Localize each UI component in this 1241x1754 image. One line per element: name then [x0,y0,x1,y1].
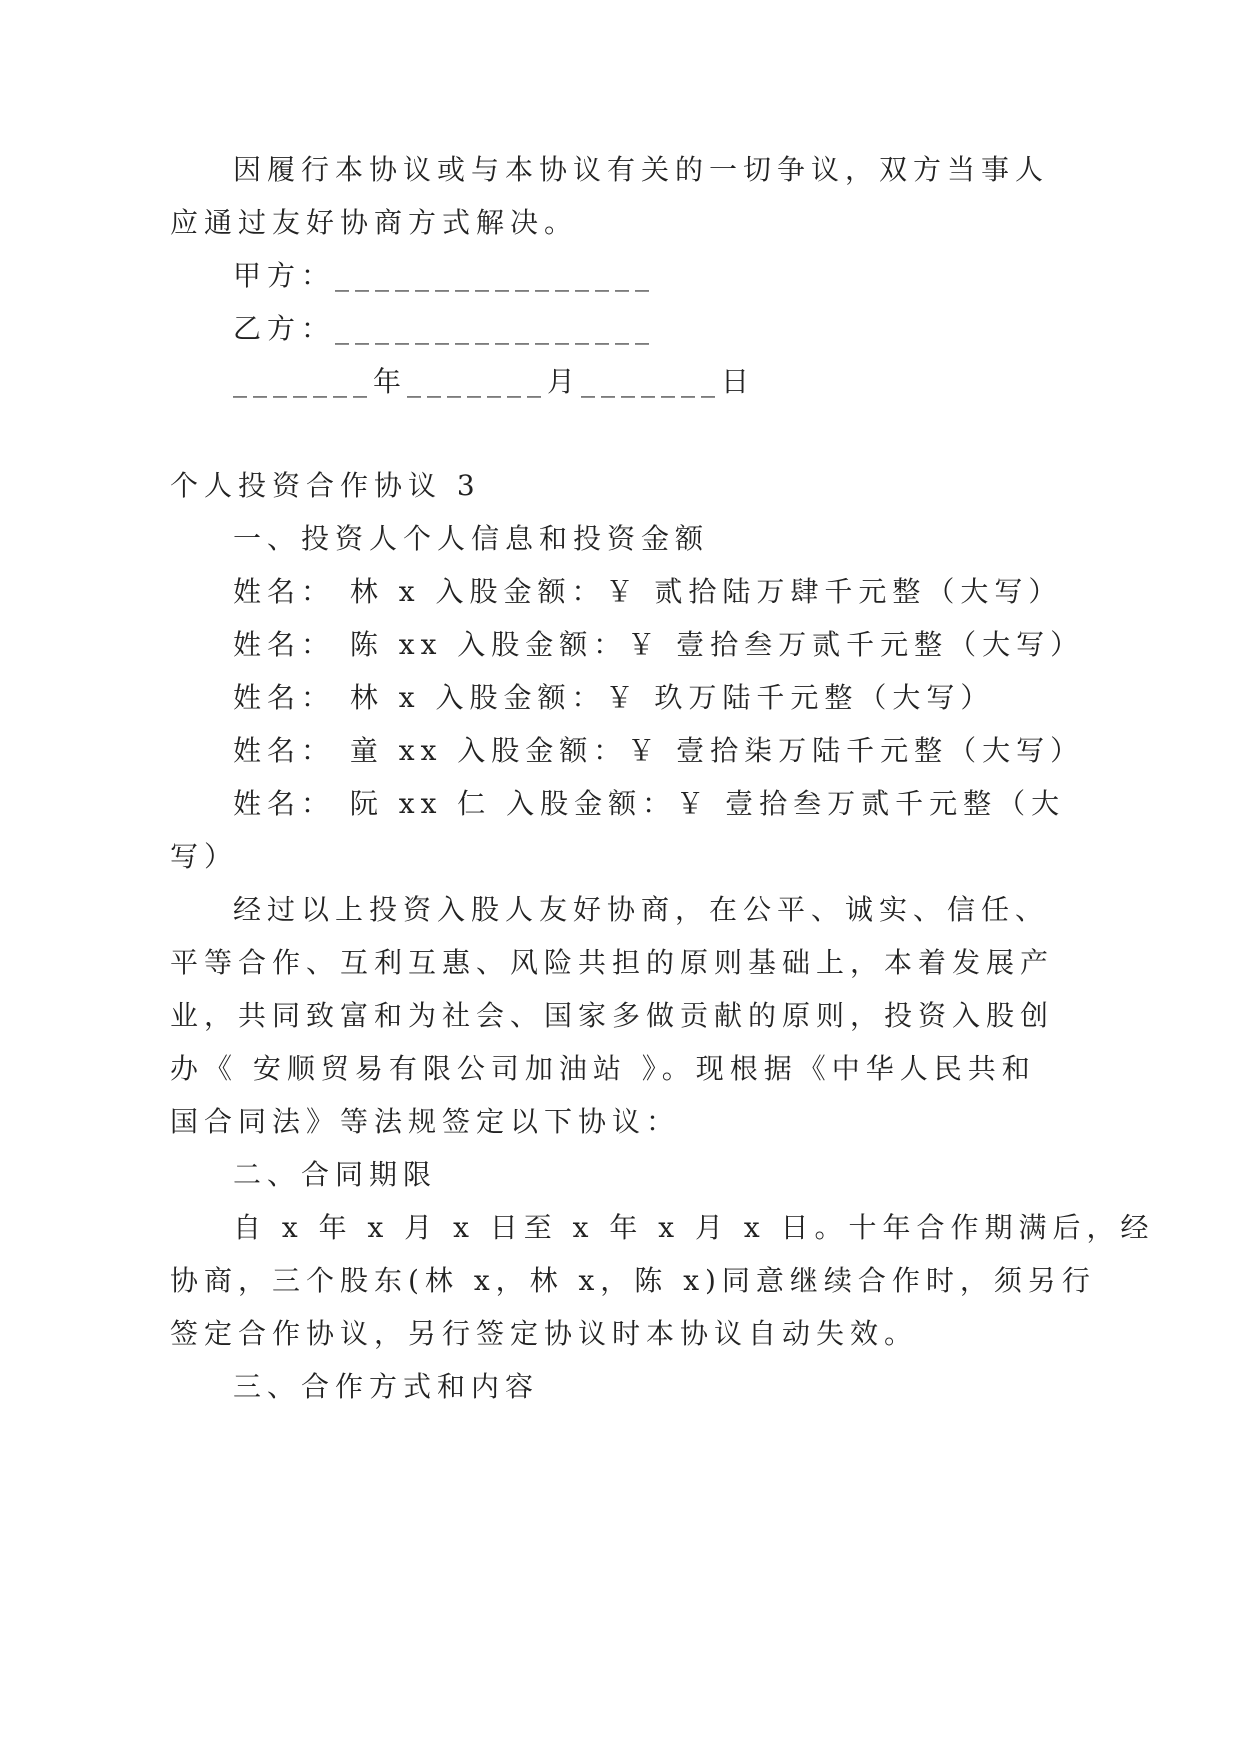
closing-paragraph-line-2: 应通过友好协商方式解决。 [170,206,579,239]
agreement-paragraph-line-2: 平等合作、互利互惠、风险共担的原则基础上，本着发展产 [170,946,1055,979]
investor-line-3: 姓名： 林 x 入股金额：￥ 玖万陆千元整（大写） [233,681,995,714]
investor-line-2: 姓名： 陈 xx 入股金额：￥ 壹拾叁万贰千元整（大写） [233,628,1085,661]
term-paragraph-line-2: 协商，三个股东(林 x，林 x，陈 x)同意继续合作时，须另行 [170,1264,1096,1297]
agreement-paragraph-line-5: 国合同法》等法规签定以下协议： [170,1105,681,1138]
term-paragraph-line-3: 签定合作协议，另行签定协议时本协议自动失效。 [170,1317,919,1350]
investor-line-5-wrap: 写） [170,840,239,873]
section-title: 个人投资合作协议 3 [170,469,481,502]
date-line: _______年_______月_______日 [233,365,756,398]
term-paragraph-line-1: 自 x 年 x 月 x 日至 x 年 x 月 x 日。十年合作期满后，经 [233,1211,1155,1244]
investor-line-5: 姓名： 阮 xx 仁 入股金额：￥ 壹拾叁万贰千元整（大 [233,787,1066,820]
heading-cooperation-method: 三、合作方式和内容 [233,1370,540,1403]
agreement-paragraph-line-1: 经过以上投资入股人友好协商，在公平、诚实、信任、 [233,893,1050,926]
closing-paragraph-line-1: 因履行本协议或与本协议有关的一切争议，双方当事人 [233,153,1050,186]
party-a-signature: 甲方：________________ [233,259,656,292]
investor-line-4: 姓名： 童 xx 入股金额：￥ 壹拾柒万陆千元整（大写） [233,734,1085,767]
investor-line-1: 姓名： 林 x 入股金额：￥ 贰拾陆万肆千元整（大写） [233,575,1063,608]
heading-investor-info: 一、投资人个人信息和投资金额 [233,522,710,555]
heading-contract-term: 二、合同期限 [233,1158,438,1191]
party-b-signature: 乙方：________________ [233,312,656,345]
agreement-paragraph-line-3: 业，共同致富和为社会、国家多做贡献的原则，投资入股创 [170,999,1055,1032]
agreement-paragraph-line-4: 办《 安顺贸易有限公司加油站 》。现根据《中华人民共和 [170,1052,1036,1085]
